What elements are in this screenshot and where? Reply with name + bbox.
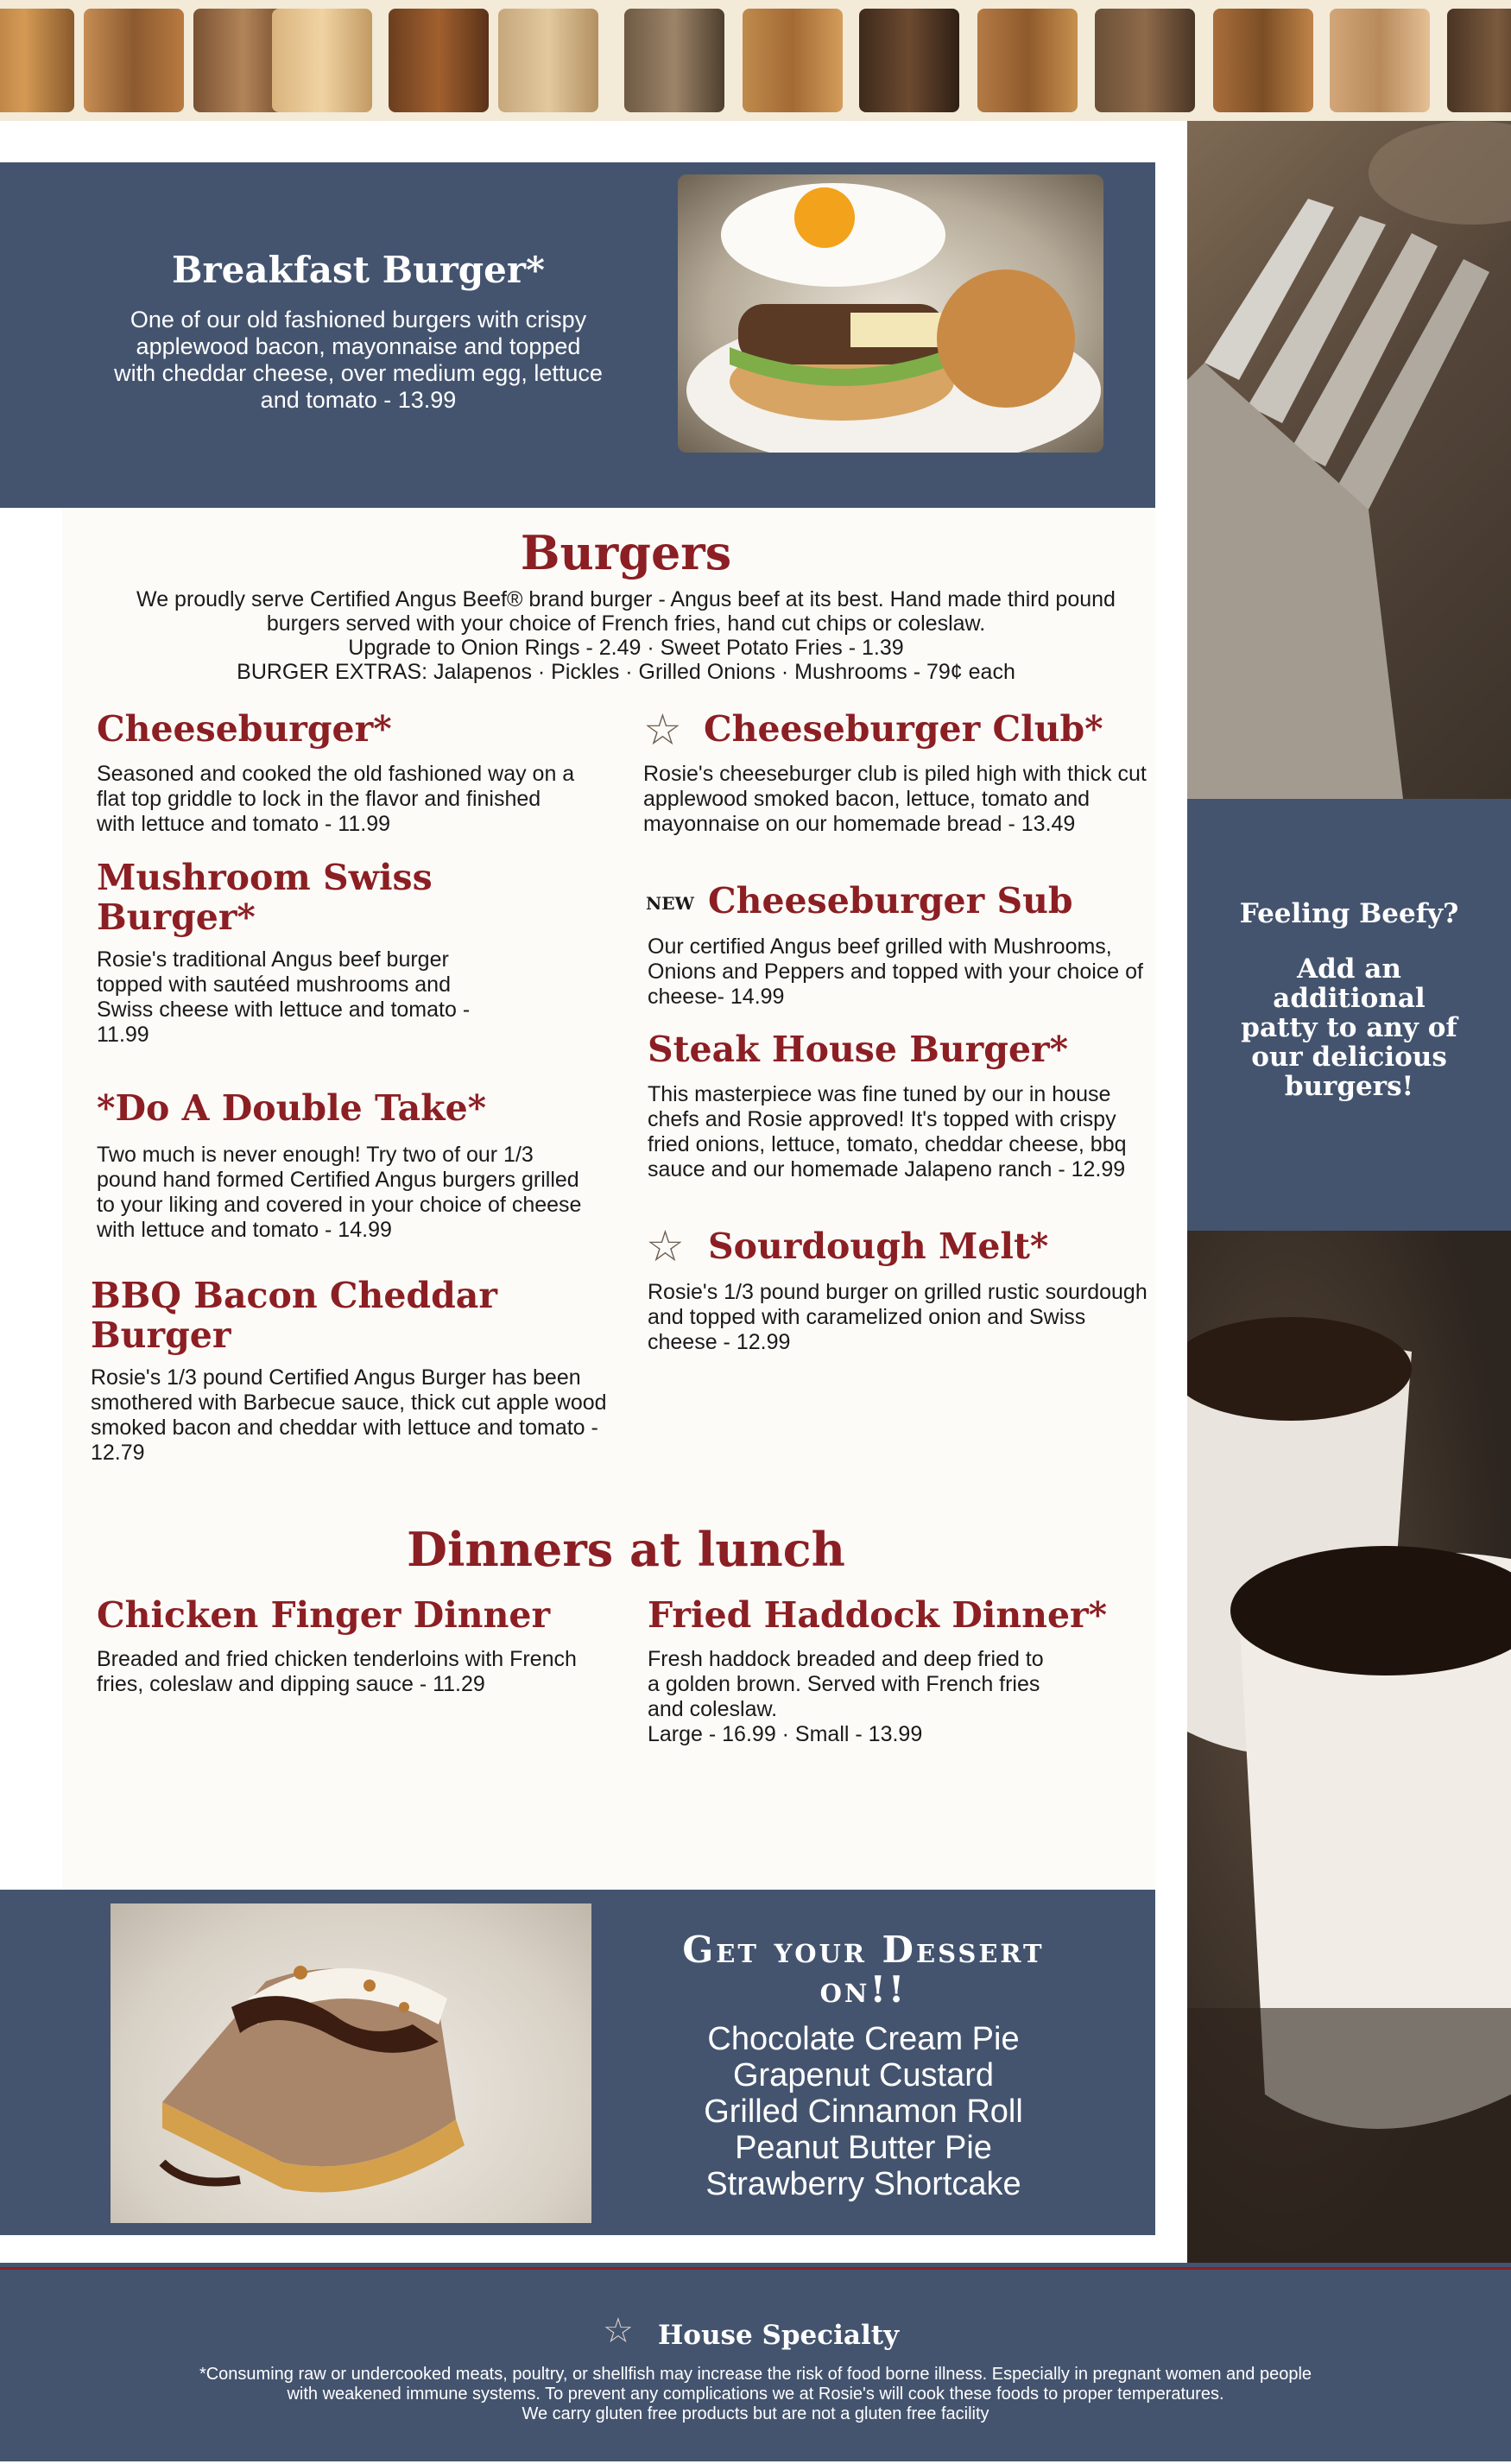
menu-item-title: Chicken Finger Dinner [97,1594,551,1636]
wood-tile [0,9,74,112]
menu-item-title: BBQ Bacon Cheddar Burger [91,1275,497,1356]
menu-item-prices: Large - 16.99 · Small - 13.99 [648,1722,923,1746]
dessert-item: Grapenut Custard [732,2057,995,2093]
menu-item-title: Cheeseburger Club* [704,708,1103,750]
menu-item-title: Steak House Burger* [648,1029,1069,1070]
dessert-item: Chocolate Cream Pie [707,2021,1020,2057]
house-specialty-label: House Specialty [658,2320,900,2351]
menu-item-description: Our certified Angus beef grilled with Mushrooms, Onions and Peppers and topped with your choice of cheese- 14.99 [648,934,1143,1009]
menu-item-title: Cheeseburger Sub [708,880,1073,922]
menu-item-description: Rosie's 1/3 pound Certified Angus Burger has been smothered with Barbecue sauce, thick cut apple wood smoked bacon and cheddar with lettuce and tomato - 12.79 [91,1365,607,1465]
wood-tile [498,9,598,112]
burgers-intro [112,587,1140,684]
feeling-beefy-question: Feeling Beefy? [1239,898,1459,929]
wood-tile [1213,9,1313,112]
menu-item-description: This masterpiece was fine tuned by our in house chefs and Rosie approved! It's topped with crispy fried onions, lettuce, tomato, cheddar cheese, bbq sauce and our homemade Jalapeno ranch - 12.99 [648,1082,1127,1181]
house-specialty-star-icon: ☆ [646,1222,685,1270]
food-safety-note-line: We carry gluten free products but are not a gluten free facility [522,2404,989,2423]
wood-tile-strip [0,0,1511,121]
dinners-section-title: Dinners at lunch [407,1522,845,1577]
wood-tile [1330,9,1430,112]
menu-item-title: Mushroom Swiss Burger* [97,857,433,938]
menu-item-description: Two much is never enough! Try two of our 1/3 pound hand formed Certified Angus burgers grilled to your liking and covered in your choice of cheese with lettuce and tomato - 14.99 [97,1143,582,1242]
food-safety-note [86,2365,1425,2424]
feeling-beefy-text: Add an additional patty to any of our delicious burgers! [1241,953,1457,1102]
house-specialty-star-icon: ☆ [643,706,682,754]
wood-tile [272,9,372,112]
coffee-cups-photo [1187,1231,1511,2263]
wood-tile [1447,9,1511,112]
dessert-list [673,2021,1053,2202]
chocolate-pie-photo [111,1903,591,2223]
menu-item-description: Fresh haddock breaded and deep fried to a golden brown. Served with French fries and coleslaw. [648,1647,1044,1721]
menu-item-title: Sourdough Melt* [708,1226,1049,1267]
house-specialty-star-icon: ☆ [603,2312,634,2350]
burgers-section-title: Burgers [520,525,732,580]
menu-item-title: Fried Haddock Dinner* [648,1594,1108,1636]
fork-photo [1187,121,1511,799]
menu-item-description: Rosie's cheeseburger club is piled high with thick cut applewood smoked bacon, lettuce, tomato and mayonnaise on our homemade bread - 13.49 [643,762,1147,836]
dessert-item: Strawberry Shortcake [705,2166,1021,2202]
food-safety-note-line: with weakened immune systems. To prevent any complications we at Rosie's will cook these foods to proper temperatures. [287,2385,1224,2404]
dessert-item: Peanut Butter Pie [735,2130,992,2166]
burgers-intro-line: Upgrade to Onion Rings - 2.49 · Sweet Potato Fries - 1.39 [348,636,904,660]
wood-tile [977,9,1078,112]
food-safety-note-line: *Consuming raw or undercooked meats, poultry, or shellfish may increase the risk of food borne illness. Especially in pregnant women and people [199,2365,1312,2384]
menu-item-description: Rosie's traditional Angus beef burger topped with sautéed mushrooms and Swiss cheese with lettuce and tomato - 11.99 [97,947,471,1047]
menu-item-description: Breaded and fried chicken tenderloins with French fries, coleslaw and dipping sauce - 11.29 [97,1647,577,1696]
burgers-intro-line: We proudly serve Certified Angus Beef® brand burger - Angus beef at its best. Hand made third pound [136,587,1116,611]
menu-item-description: Rosie's 1/3 pound burger on grilled rustic sourdough and topped with caramelized onion and Swiss cheese - 12.99 [648,1280,1147,1354]
burgers-intro-line: burgers served with your choice of French fries, hand cut chips or coleslaw. [266,611,986,636]
wood-tile [1095,9,1195,112]
dessert-item: Grilled Cinnamon Roll [704,2093,1023,2130]
menu-item-title: Cheeseburger* [97,708,392,750]
wood-tile [743,9,843,112]
feeling-beefy-panel [1187,799,1511,1231]
breakfast-burger-photo [678,174,1103,453]
breakfast-burger-description: One of our old fashioned burgers with crispy applewood bacon, mayonnaise and topped with cheddar cheese, over medium egg, lettuce and tomato - 13.99 [114,307,603,413]
menu-item-description: Seasoned and cooked the old fashioned way on a flat top griddle to lock in the flavor and finished with lettuce and tomato - 11.99 [97,762,575,836]
wood-tile [624,9,724,112]
wood-tile [389,9,489,112]
new-badge: NEW [646,893,694,914]
burgers-intro-line: BURGER EXTRAS: Jalapenos · Pickles · Grilled Onions · Mushrooms - 79¢ each [237,660,1015,684]
dessert-title: Get your Dessert on!! [682,1929,1045,2011]
breakfast-burger-title: Breakfast Burger* [172,249,545,291]
wood-tile [859,9,959,112]
menu-item-title: *Do A Double Take* [97,1087,487,1129]
wood-tile [84,9,184,112]
